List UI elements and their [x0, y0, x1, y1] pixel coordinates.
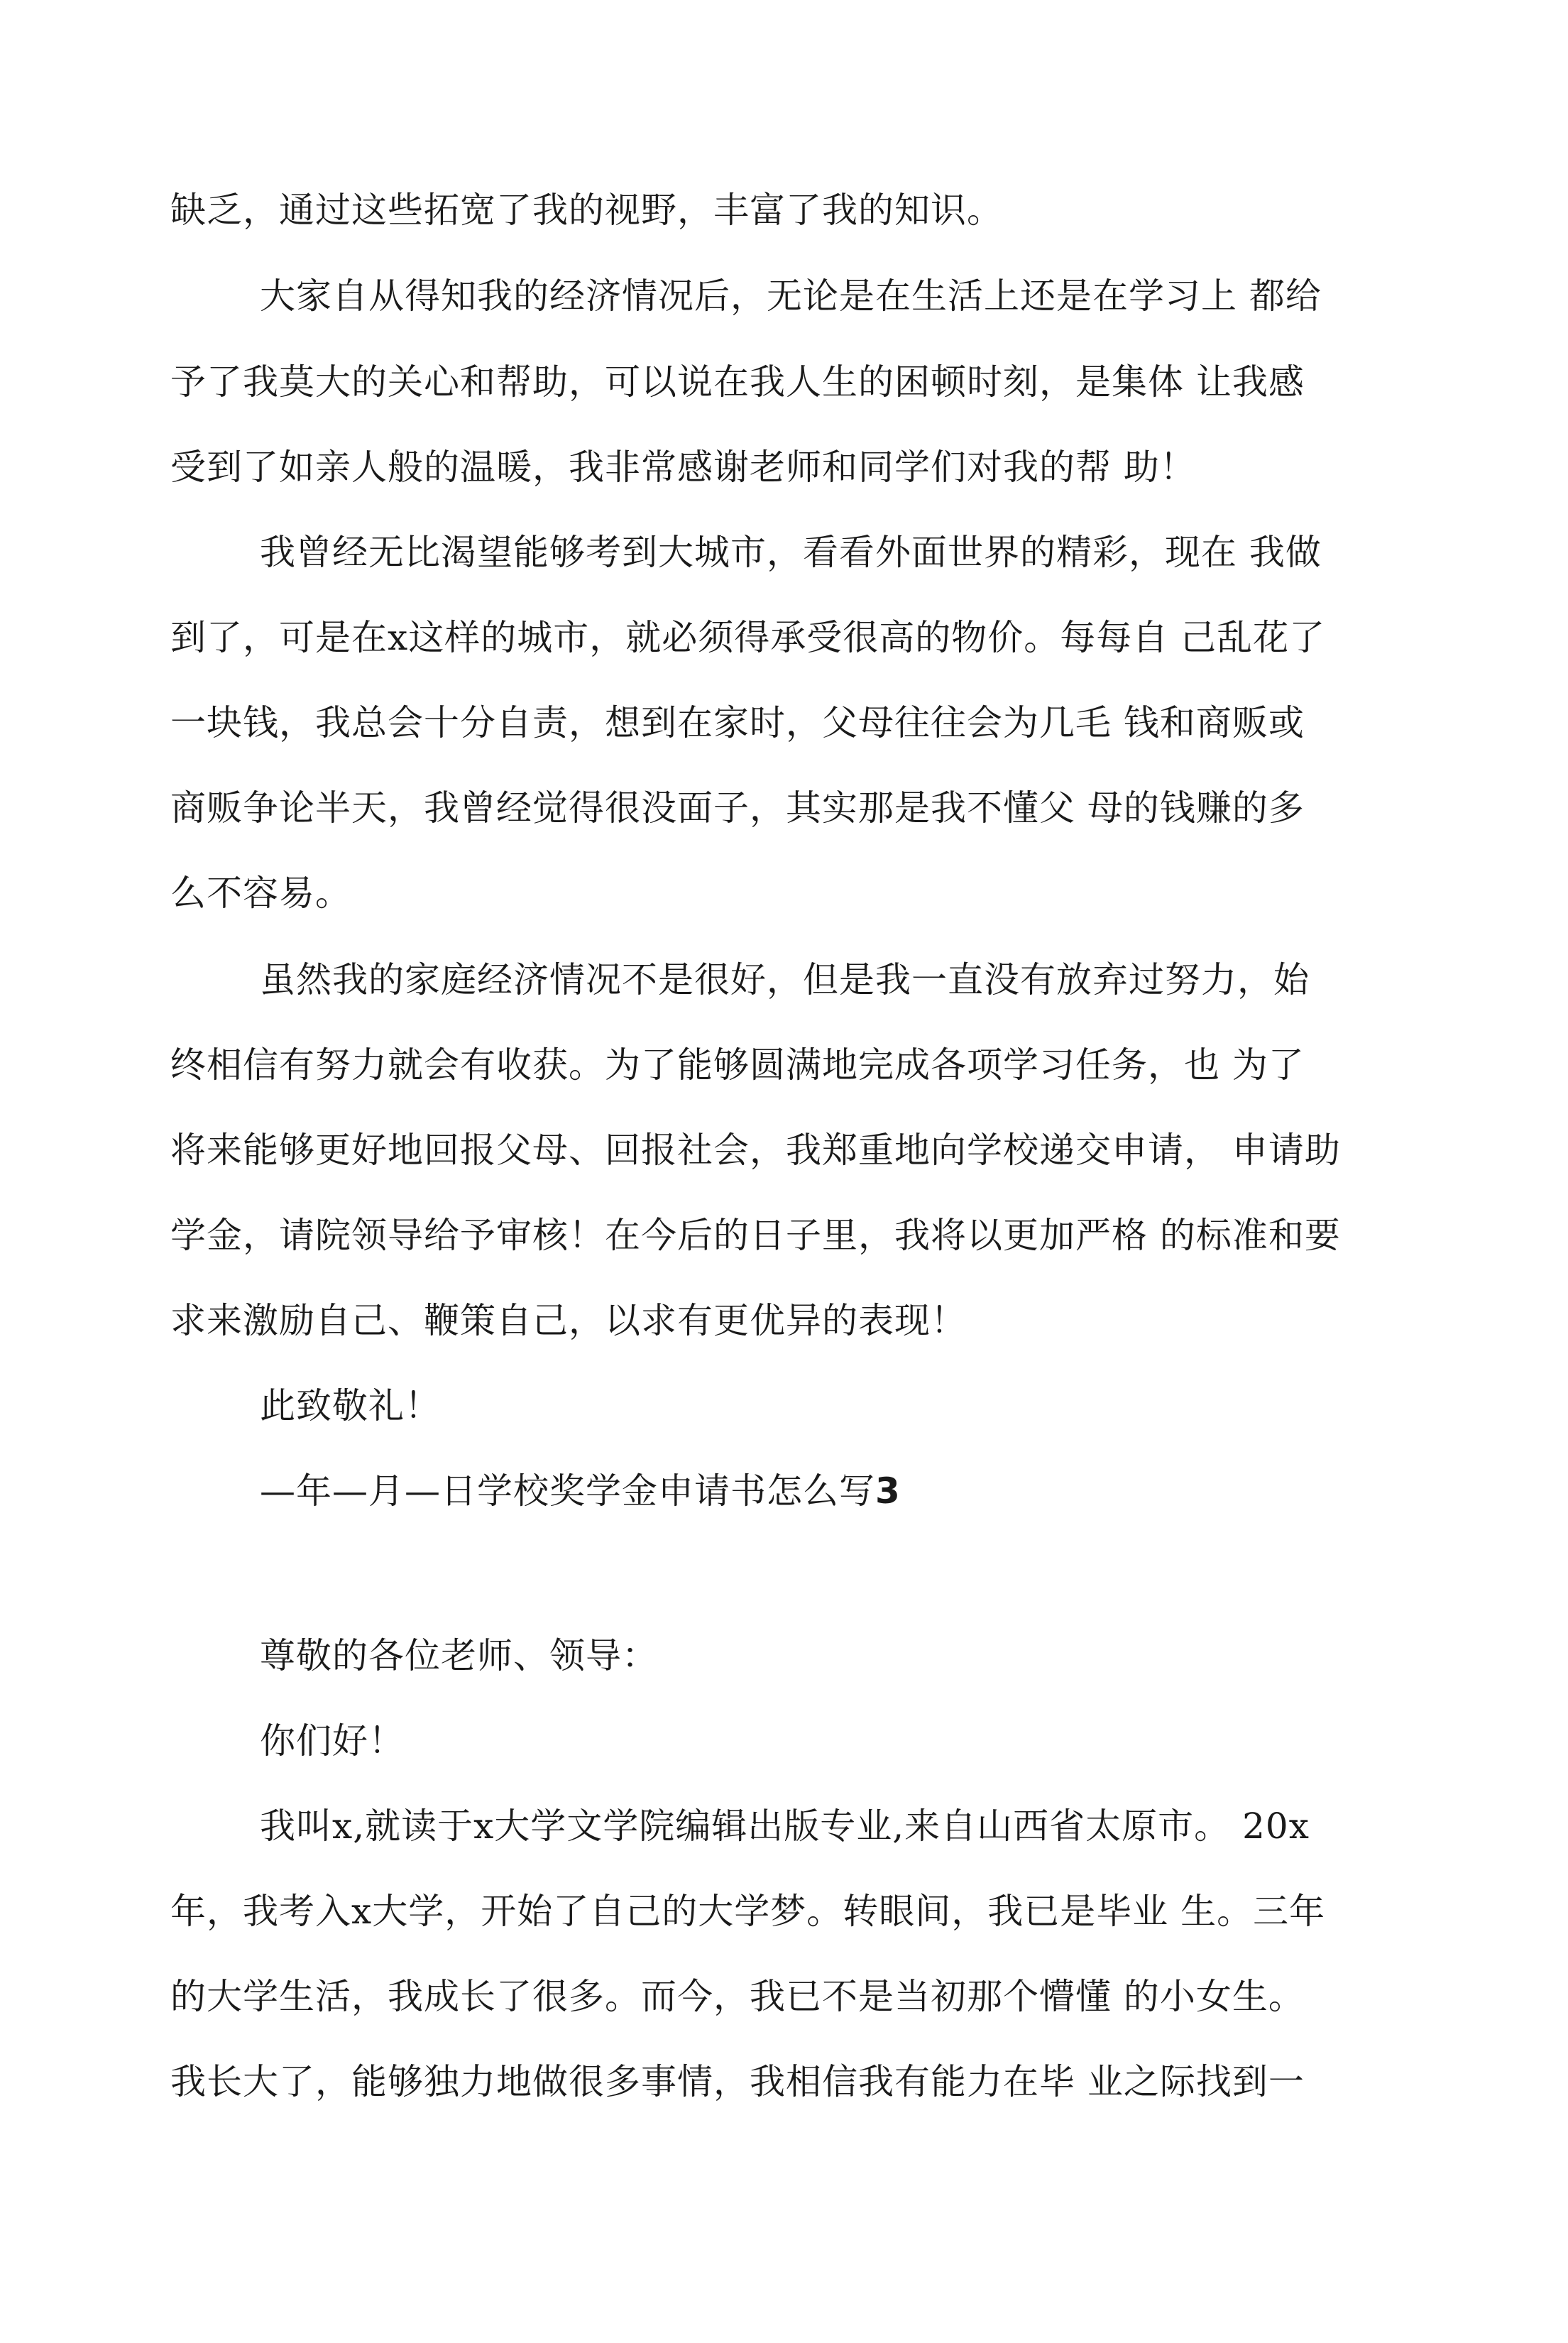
paragraph-line: 年，我考入x大学，开始了自己的大学梦。转眼间，我已是毕业 生。三年	[170, 1891, 1326, 1932]
greeting-line: 尊敬的各位老师、领导：	[260, 1635, 658, 1676]
paragraph-line: 我曾经无比渴望能够考到大城市，看看外面世界的精彩，现在 我做	[260, 532, 1322, 573]
paragraph-line: 一块钱，我总会十分自责，想到在家时，父母往往会为几毛 钱和商贩或	[170, 702, 1305, 743]
paragraph-line: 终相信有努力就会有收获。为了能够圆满地完成各项学习任务，也 为了	[170, 1044, 1305, 1086]
paragraph-line: 么不容易。	[170, 873, 351, 914]
paragraph-line: 予了我莫大的关心和帮助，可以说在我人生的困顿时刻，是集体 让我感	[170, 361, 1305, 403]
section-heading-text: —年—月—日学校奖学金申请书怎么写	[260, 1470, 875, 1512]
paragraph-line: 大家自从得知我的经济情况后，无论是在生活上还是在学习上 都给	[260, 275, 1322, 317]
paragraph-line: 我叫x,就读于x大学文学院编辑出版专业,来自山西省太原市。 20x	[260, 1806, 1310, 1847]
closing-salutation: 此致敬礼！	[260, 1385, 441, 1426]
greeting-line: 你们好！	[260, 1720, 405, 1762]
paragraph-line: 我长大了，能够独力地做很多事情，我相信我有能力在毕 业之际找到一	[170, 2061, 1305, 2102]
paragraph-line: 求来激励自己、鞭策自己，以求有更优异的表现！	[170, 1300, 967, 1341]
paragraph-line: 将来能够更好地回报父母、回报社会，我郑重地向学校递交申请， 申请助	[170, 1130, 1341, 1171]
section-number: 3	[875, 1470, 901, 1512]
paragraph-line: 缺乏，通过这些拓宽了我的视野，丰富了我的知识。	[170, 190, 1003, 231]
paragraph-line: 学金，请院领导给予审核！在今后的日子里，我将以更加严格 的标准和要	[170, 1215, 1341, 1256]
paragraph-line: 的大学生活，我成长了很多。而今，我已不是当初那个懵懂 的小女生。	[170, 1976, 1305, 2017]
paragraph-line: 到了，可是在x这样的城市，就必须得承受很高的物价。每每自 己乱花了	[170, 617, 1326, 658]
paragraph-line: 商贩争论半天，我曾经觉得很没面子，其实那是我不懂父 母的钱赚的多	[170, 787, 1305, 829]
paragraph-line: 受到了如亲人般的温暖，我非常感谢老师和同学们对我的帮 助！	[170, 447, 1196, 488]
paragraph-line: 虽然我的家庭经济情况不是很好，但是我一直没有放弃过努力，始	[260, 959, 1310, 1000]
section-heading	[260, 1468, 901, 1514]
